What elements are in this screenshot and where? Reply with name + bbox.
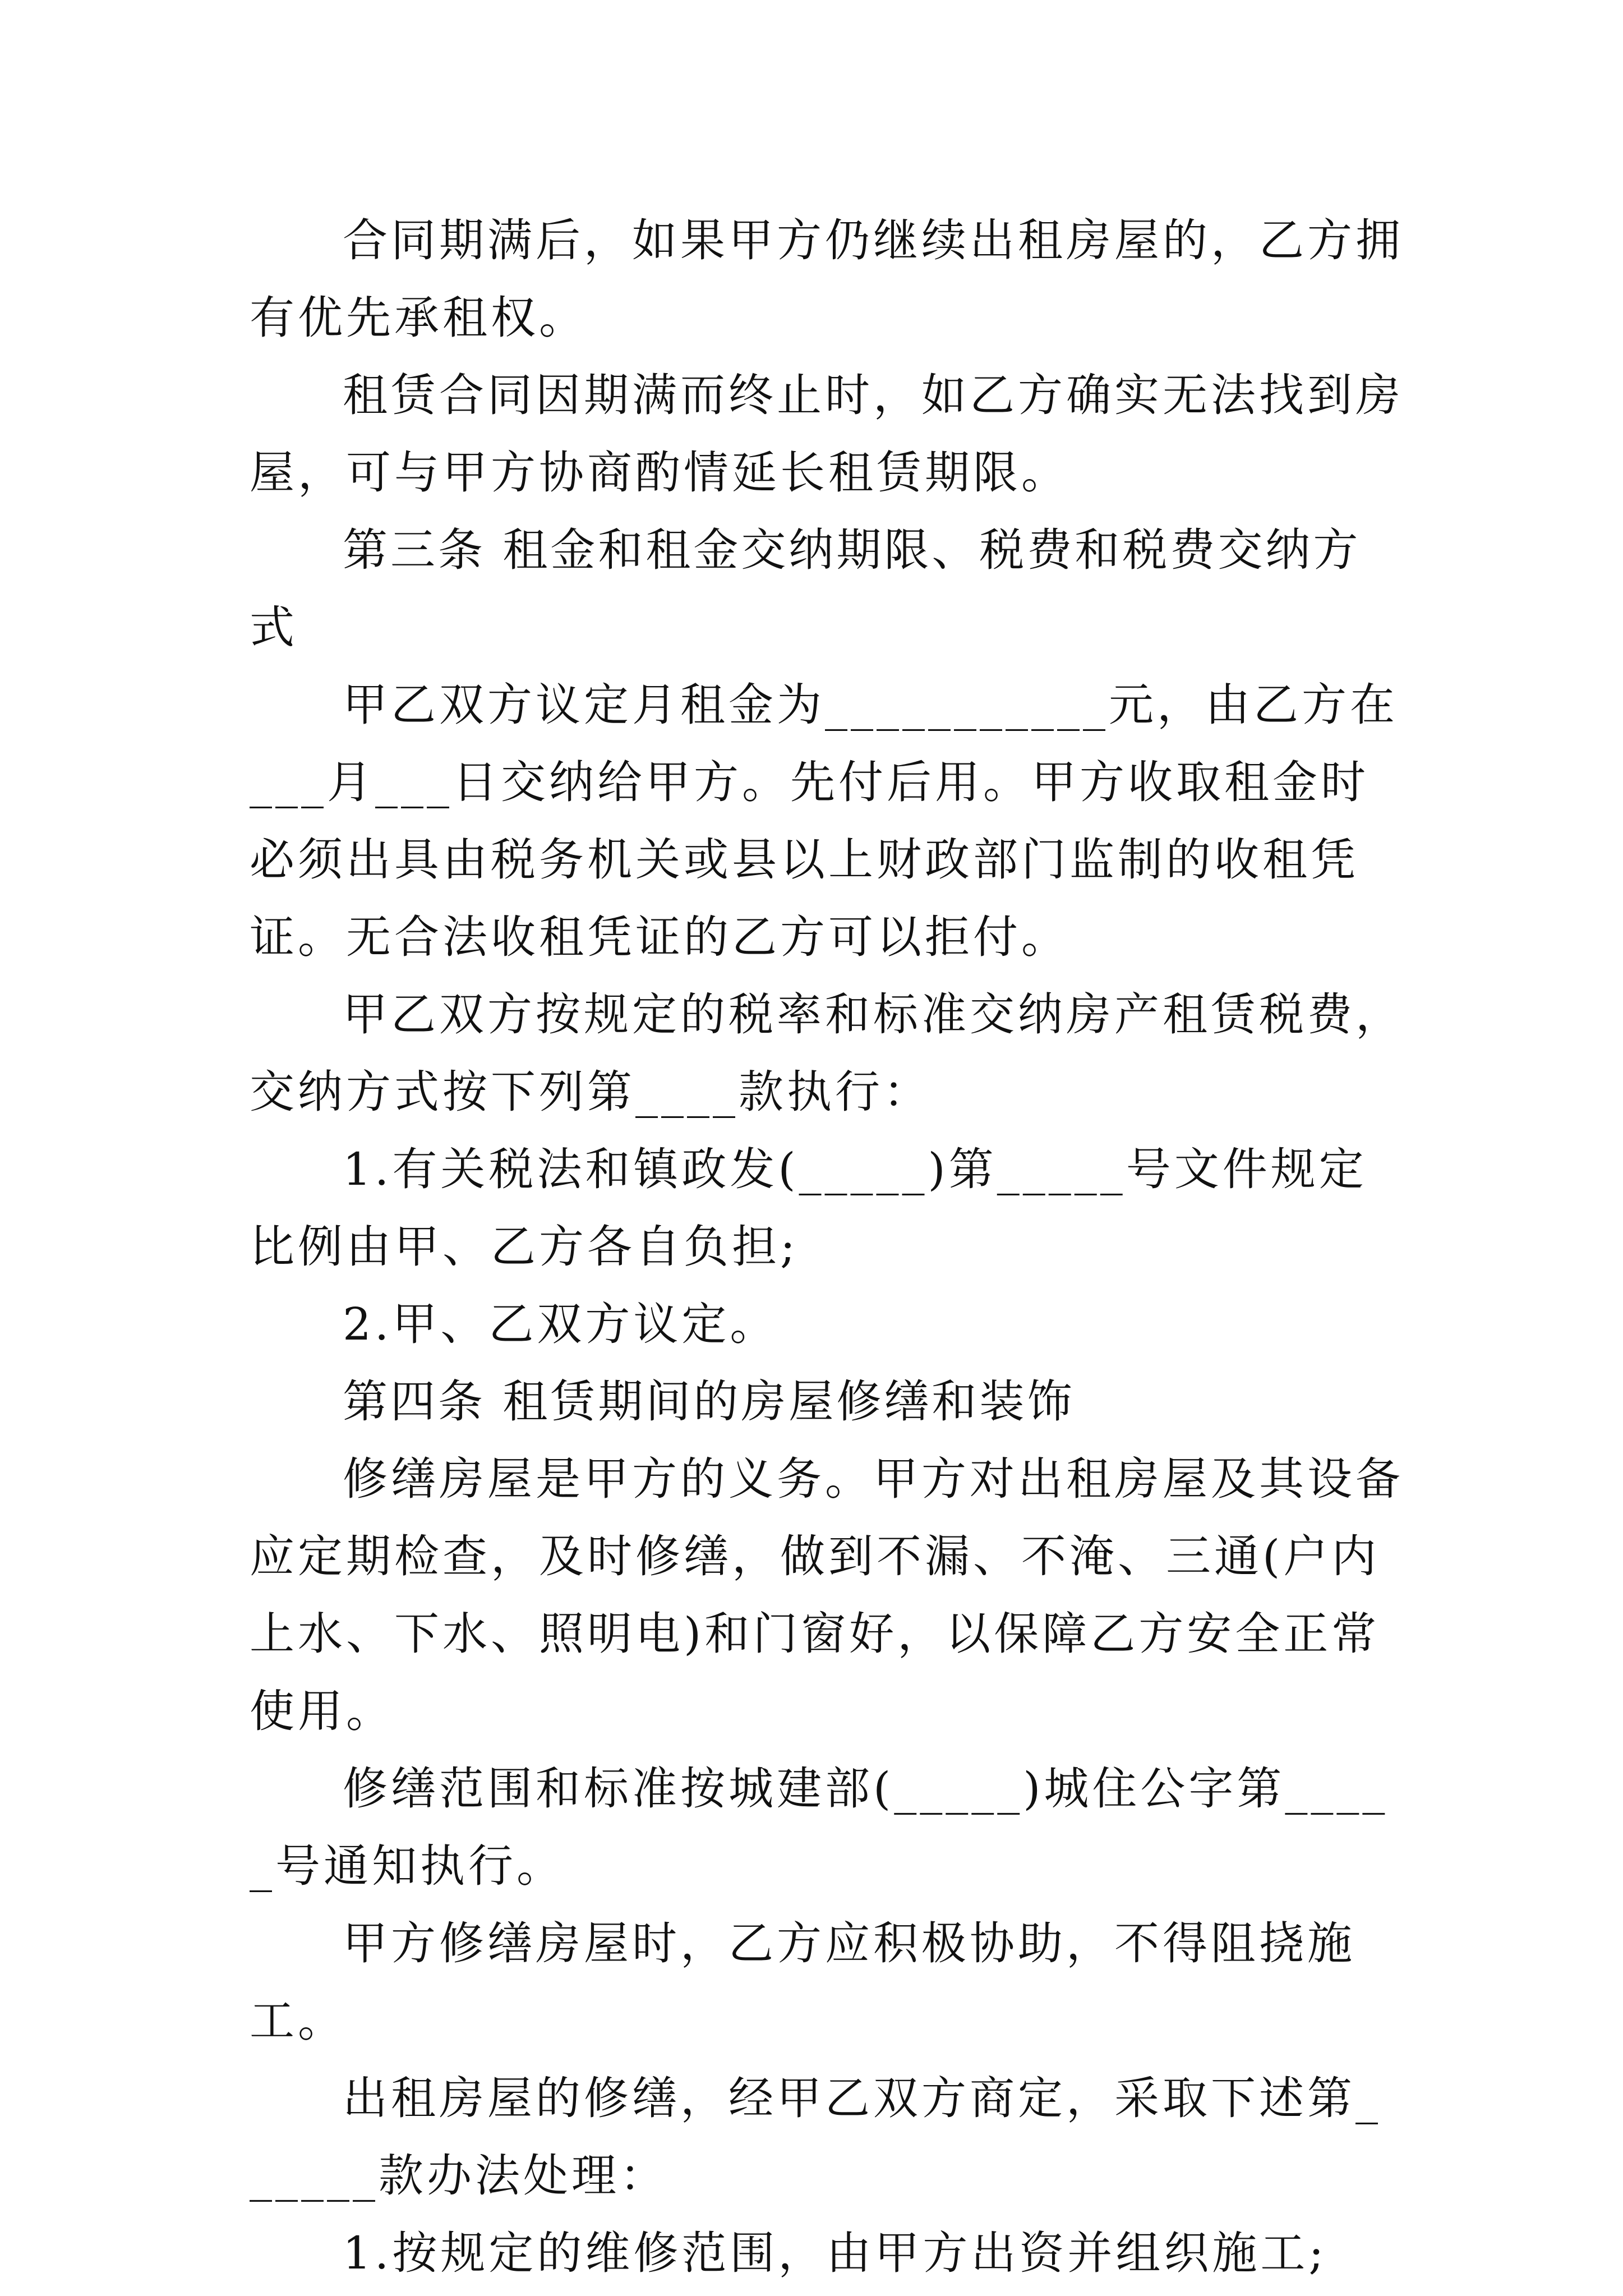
paragraph-repair-cooperation: 甲方修缮房屋时，乙方应积极协助，不得阻挠施工。	[250, 1917, 1355, 2047]
paragraph-repair-scope: 修缮范围和标准按城建部(_____)城住公字第_____号通知执行。	[250, 1763, 1389, 1892]
document-body	[250, 202, 1405, 2292]
paragraph-tax-payment: 甲乙双方按规定的税率和标准交纳房产租赁税费，交纳方式按下列第____款执行：	[250, 988, 1404, 1118]
article-3-heading: 第三条 租金和租金交纳期限、税费和税费交纳方式	[250, 524, 1361, 654]
list-item-tax-option-1: 1.有关税法和镇政发(_____)第_____号文件规定比例由甲、乙方各自负担;	[250, 1143, 1367, 1273]
article-4-heading: 第四条 租赁期间的房屋修缮和装饰	[343, 1375, 1075, 1428]
list-item-repair-option-1: 1.按规定的维修范围，由甲方出资并组织施工;	[343, 2227, 1327, 2279]
paragraph-repair-obligation: 修缮房屋是甲方的义务。甲方对出租房屋及其设备应定期检查，及时修缮，做到不漏、不淹、三通(户内上水、下水、照明电)和门窗好，以保障乙方安全正常使用。	[250, 1453, 1404, 1737]
paragraph-monthly-rent: 甲乙双方议定月租金为___________元，由乙方在___月___日交纳给甲方。先付后用。甲方收取租金时必须出具由税务机关或县以上财政部门监制的收租凭证。无合法收租凭证的乙方可以拒付。	[250, 679, 1398, 963]
list-item-tax-option-2: 2.甲、乙双方议定。	[343, 1298, 778, 1350]
paragraph-lease-extension: 租赁合同因期满而终止时，如乙方确实无法找到房屋，可与甲方协商酌情延长租赁期限。	[250, 369, 1404, 499]
paragraph-renewal-priority: 合同期满后，如果甲方仍继续出租房屋的，乙方拥有优先承租权。	[250, 214, 1404, 344]
paragraph-repair-method: 出租房屋的修缮，经甲乙双方商定，采取下述第______款办法处理：	[250, 2072, 1381, 2202]
